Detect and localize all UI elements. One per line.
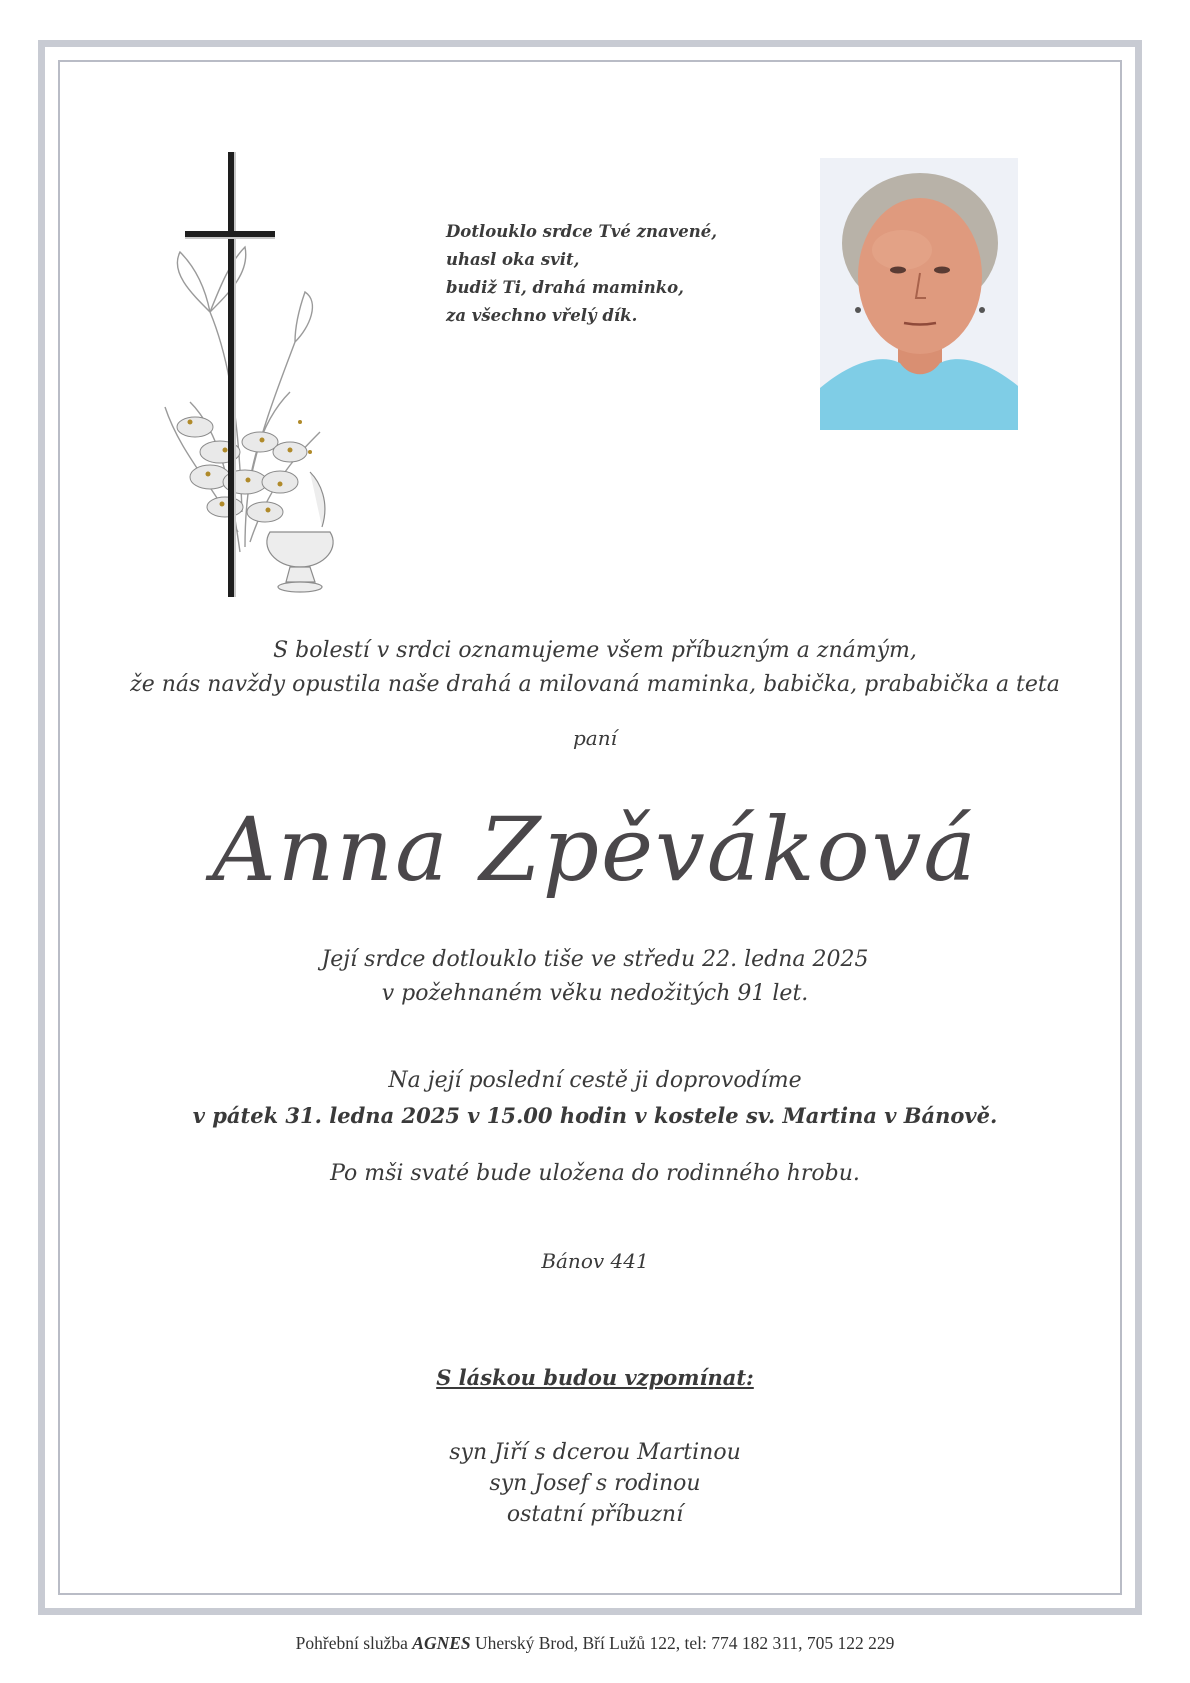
death-info (0, 943, 1190, 1011)
funeral-details: v pátek 31. ledna 2025 v 15.00 hodin v kostele sv. Martina v Bánově. (192, 1103, 998, 1128)
mourners-list (0, 1437, 1190, 1530)
footer-prefix: Pohřební služba (295, 1633, 408, 1653)
mourner-item: syn Josef s rodinou (489, 1471, 701, 1496)
portrait-photo (820, 158, 1018, 430)
footer-details: Uherský Brod, Bří Lužů 122, tel: 774 182 311, 705 122 229 (475, 1633, 895, 1653)
verse-line: za všechno vřelý dík. (446, 306, 638, 325)
announcement-line-2: že nás navždy opustila naše drahá a milovaná maminka, babička, prababička a teta (130, 672, 1060, 697)
footer (0, 1633, 1190, 1654)
memorial-verse (446, 218, 766, 330)
verse-line: Dotlouklo srdce Tvé znavené, (446, 222, 717, 241)
funeral-intro: Na její poslední cestě ji doprovodíme (388, 1068, 802, 1093)
announcement-line-1: S bolestí v srdci oznamujeme všem příbuzným a známým, (273, 638, 917, 663)
memory-heading: S láskou budou vzpomínat: (436, 1365, 754, 1390)
verse-line: budiž Ti, drahá maminko, (446, 278, 684, 297)
announcement-text (0, 634, 1190, 702)
death-line-1: Její srdce dotlouklo tiše ve středu 22. ledna 2025 (321, 947, 869, 972)
verse-line: uhasl oka svit, (446, 250, 580, 269)
burial-info: Po mši svaté bude uložena do rodinného hrobu. (330, 1161, 860, 1186)
footer-company: AGNES (412, 1633, 471, 1653)
address: Bánov 441 (541, 1249, 649, 1273)
deceased-name: Anna Zpěváková (212, 798, 978, 901)
cross-with-lilies-icon (150, 152, 370, 607)
mourner-item: ostatní příbuzní (506, 1502, 684, 1527)
mourner-item: syn Jiří s dcerou Martinou (449, 1440, 741, 1465)
death-line-2: v požehnaném věku nedožitých 91 let. (381, 981, 809, 1006)
honorific: paní (572, 726, 617, 750)
